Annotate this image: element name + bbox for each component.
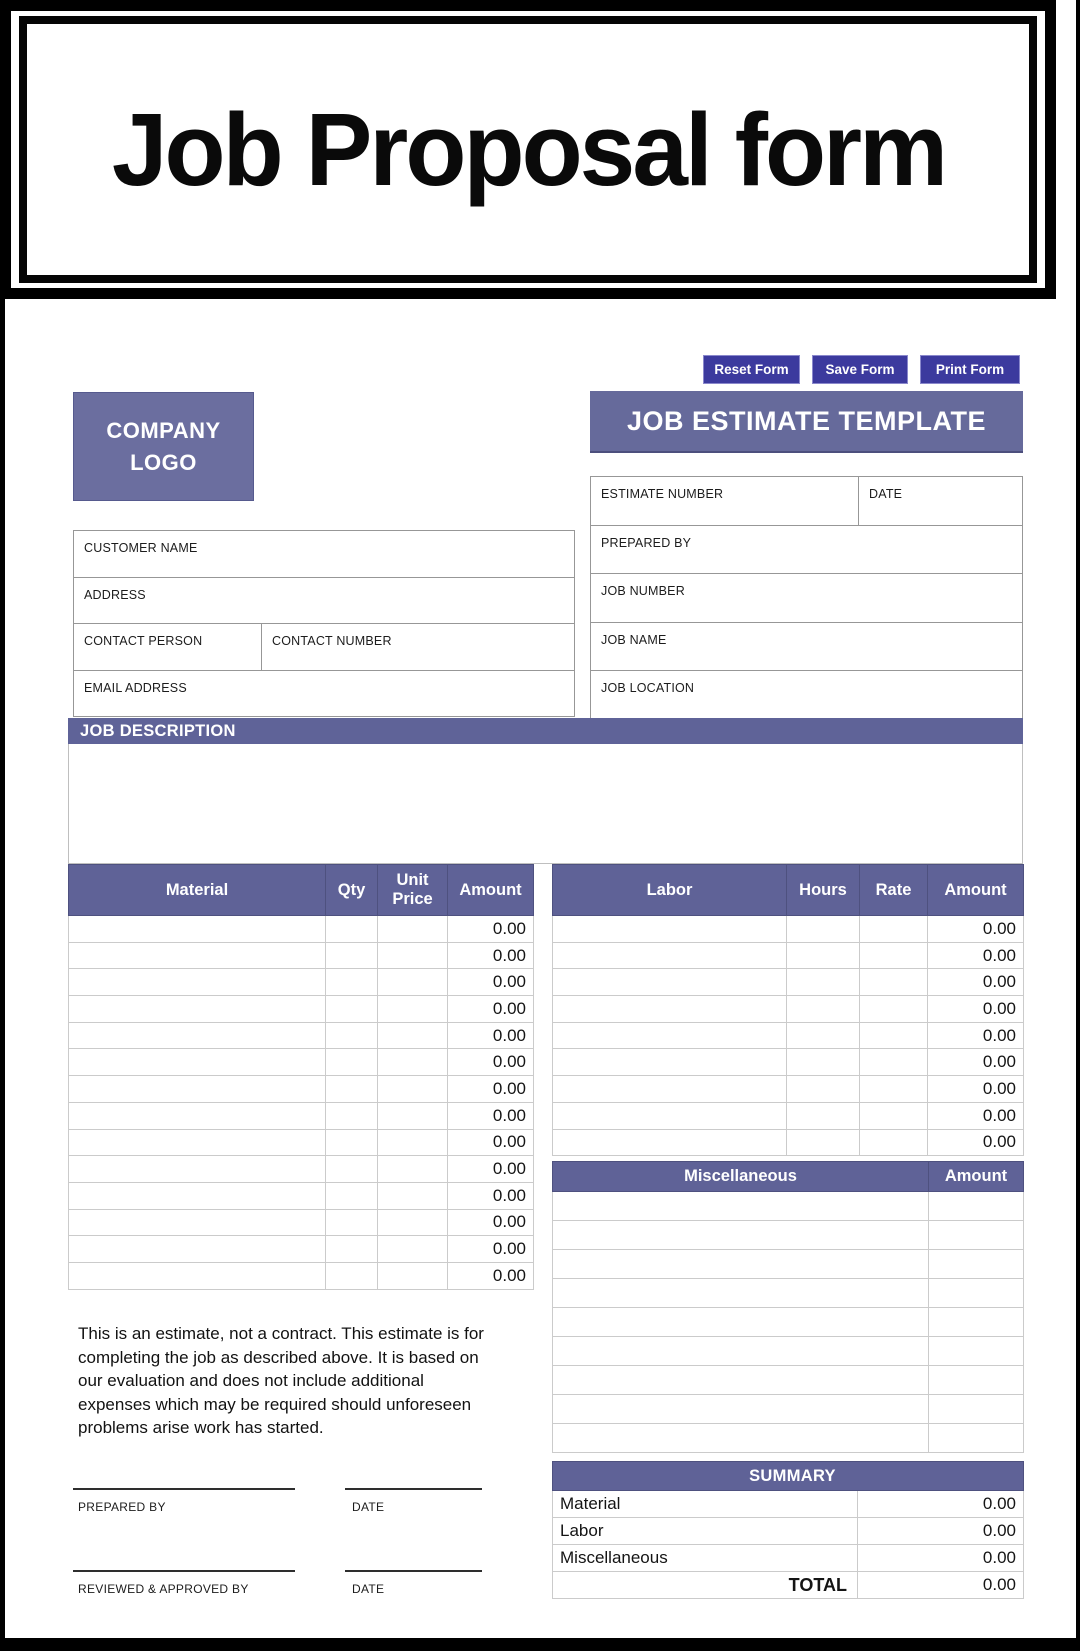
summary-header-row: [553, 1462, 1024, 1491]
misc-table-body: [553, 1192, 1024, 1453]
summary-table-container: [552, 1461, 1024, 1599]
summary-row: [553, 1545, 1024, 1572]
labor-hours-cell[interactable]: [787, 996, 860, 1023]
misc-amount-header: Amount: [929, 1162, 1024, 1192]
material-name-cell[interactable]: [69, 1209, 326, 1236]
prepared-by-field[interactable]: [591, 526, 1022, 574]
labor-rate-cell[interactable]: [860, 916, 928, 943]
summary-label: Miscellaneous: [553, 1545, 858, 1572]
labor-table: [552, 864, 1024, 1156]
labor-header: Labor: [553, 865, 787, 916]
material-unit-price-cell[interactable]: [378, 1022, 448, 1049]
misc-row: [553, 1279, 1024, 1308]
labor-amount-cell: 0.00: [928, 1102, 1024, 1129]
labor-name-cell[interactable]: [553, 1076, 787, 1103]
material-unit-price-cell[interactable]: [378, 1049, 448, 1076]
reviewed-approved-signature-label: REVIEWED & APPROVED BY: [78, 1582, 249, 1596]
contact-number-label: CONTACT NUMBER: [272, 634, 392, 648]
labor-name-cell[interactable]: [553, 996, 787, 1023]
misc-row: [553, 1337, 1024, 1366]
material-unit-price-cell[interactable]: [378, 1156, 448, 1183]
material-row: [69, 1209, 534, 1236]
material-unit-price-cell[interactable]: [378, 1076, 448, 1103]
misc-table: [552, 1161, 1024, 1453]
job-info-row: [591, 477, 1022, 526]
material-amount-cell: 0.00: [448, 1049, 534, 1076]
labor-hours-cell[interactable]: [787, 969, 860, 996]
material-unit-price-cell[interactable]: [378, 1182, 448, 1209]
reset-form-button[interactable]: Reset Form: [703, 355, 800, 384]
material-qty-cell[interactable]: [326, 1102, 378, 1129]
company-logo-line2: LOGO: [130, 449, 197, 475]
labor-row: [553, 1102, 1024, 1129]
summary-value: 0.00: [858, 1518, 1024, 1545]
misc-row: [553, 1424, 1024, 1453]
labor-amount-cell: 0.00: [928, 1076, 1024, 1103]
reviewed-approved-signature-field[interactable]: [73, 1570, 295, 1572]
labor-row: [553, 942, 1024, 969]
misc-row: [553, 1250, 1024, 1279]
labor-name-cell[interactable]: [553, 1049, 787, 1076]
material-qty-cell[interactable]: [326, 1236, 378, 1263]
material-row: [69, 1236, 534, 1263]
material-qty-cell[interactable]: [326, 1262, 378, 1289]
labor-rate-cell[interactable]: [860, 942, 928, 969]
material-table-body: [69, 916, 534, 1290]
estimate-date-label: DATE: [869, 487, 903, 501]
labor-name-cell[interactable]: [553, 969, 787, 996]
form-header-bar: [590, 391, 1023, 453]
labor-row: [553, 1076, 1024, 1103]
summary-table: [552, 1461, 1024, 1599]
summary-row: [553, 1518, 1024, 1545]
email-address-field[interactable]: [74, 671, 574, 717]
material-name-cell[interactable]: [69, 1076, 326, 1103]
material-header: Material: [69, 865, 326, 916]
material-name-cell[interactable]: [69, 1102, 326, 1129]
material-amount-cell: 0.00: [448, 969, 534, 996]
labor-amount-cell: 0.00: [928, 996, 1024, 1023]
prepared-date-label: DATE: [352, 1500, 385, 1514]
labor-name-cell[interactable]: [553, 942, 787, 969]
material-qty-cell[interactable]: [326, 942, 378, 969]
customer-name-label: CUSTOMER NAME: [84, 541, 198, 555]
labor-hours-cell[interactable]: [787, 1049, 860, 1076]
page-title: Job Proposal form: [111, 91, 945, 207]
save-form-button[interactable]: Save Form: [812, 355, 908, 384]
material-unit-price-cell[interactable]: [378, 942, 448, 969]
labor-row: [553, 1049, 1024, 1076]
misc-row: [553, 1308, 1024, 1337]
labor-amount-cell: 0.00: [928, 1022, 1024, 1049]
customer-info-row: [74, 671, 574, 717]
labor-hours-cell[interactable]: [787, 942, 860, 969]
material-amount-cell: 0.00: [448, 1022, 534, 1049]
material-unit-price-cell[interactable]: [378, 1129, 448, 1156]
labor-amount-cell: 0.00: [928, 916, 1024, 943]
print-form-button[interactable]: Print Form: [920, 355, 1020, 384]
summary-label: Material: [553, 1491, 858, 1518]
material-row: [69, 1156, 534, 1183]
job-location-field[interactable]: [591, 671, 1022, 719]
material-qty-cell[interactable]: [326, 1076, 378, 1103]
summary-title: SUMMARY: [553, 1462, 1024, 1491]
material-row: [69, 916, 534, 943]
material-name-cell[interactable]: [69, 1129, 326, 1156]
misc-row: [553, 1192, 1024, 1221]
summary-row: [553, 1572, 1024, 1599]
labor-rate-cell[interactable]: [860, 996, 928, 1023]
prepared-by-signature-field[interactable]: [73, 1488, 295, 1490]
customer-info-row: [74, 624, 574, 671]
misc-description-cell[interactable]: [553, 1337, 929, 1366]
misc-description-cell[interactable]: [553, 1250, 929, 1279]
material-name-cell[interactable]: [69, 996, 326, 1023]
misc-amount-cell[interactable]: [929, 1221, 1024, 1250]
material-row: [69, 1182, 534, 1209]
misc-amount-cell[interactable]: [929, 1250, 1024, 1279]
reviewed-date-field[interactable]: [345, 1570, 482, 1572]
material-amount-cell: 0.00: [448, 996, 534, 1023]
prepared-date-field[interactable]: [345, 1488, 482, 1490]
misc-amount-cell[interactable]: [929, 1308, 1024, 1337]
job-description-header: [68, 718, 1023, 744]
material-unit-price-cell[interactable]: [378, 969, 448, 996]
misc-description-cell[interactable]: [553, 1192, 929, 1221]
job-number-field[interactable]: [591, 574, 1022, 622]
job-name-field[interactable]: [591, 623, 1022, 671]
misc-description-cell[interactable]: [553, 1308, 929, 1337]
material-qty-cell[interactable]: [326, 996, 378, 1023]
labor-hours-cell[interactable]: [787, 1076, 860, 1103]
material-row: [69, 1102, 534, 1129]
material-unit-price-cell[interactable]: [378, 1102, 448, 1129]
material-amount-cell: 0.00: [448, 942, 534, 969]
material-name-cell[interactable]: [69, 1049, 326, 1076]
labor-rate-cell[interactable]: [860, 1076, 928, 1103]
labor-row: [553, 1129, 1024, 1156]
form-header-title: JOB ESTIMATE TEMPLATE: [626, 405, 986, 436]
material-name-cell[interactable]: [69, 1262, 326, 1289]
misc-row: [553, 1395, 1024, 1424]
labor-rate-header: Rate: [860, 865, 928, 916]
material-row: [69, 969, 534, 996]
labor-amount-cell: 0.00: [928, 1129, 1024, 1156]
estimate-disclaimer-text: This is an estimate, not a contract. This estimate is for completing the job as described above. It is based on our evaluation and does not include additional expenses which may be required should unforeseen problems arise work has started.: [78, 1324, 484, 1437]
material-name-cell[interactable]: [69, 1156, 326, 1183]
summary-value: 0.00: [858, 1545, 1024, 1572]
misc-description-cell[interactable]: [553, 1424, 929, 1453]
misc-description-cell[interactable]: [553, 1279, 929, 1308]
material-unit-price-header: Unit Price: [378, 865, 448, 916]
labor-rate-cell[interactable]: [860, 1049, 928, 1076]
misc-description-cell[interactable]: [553, 1366, 929, 1395]
labor-row: [553, 996, 1024, 1023]
summary-row: [553, 1491, 1024, 1518]
material-name-cell[interactable]: [69, 916, 326, 943]
page-border-bottom: [0, 1638, 1080, 1651]
material-name-cell[interactable]: [69, 1182, 326, 1209]
job-description-label: JOB DESCRIPTION: [80, 721, 236, 740]
material-table: [68, 864, 534, 1290]
material-name-cell[interactable]: [69, 942, 326, 969]
labor-hours-cell[interactable]: [787, 1129, 860, 1156]
material-qty-cell[interactable]: [326, 1129, 378, 1156]
misc-description-cell[interactable]: [553, 1221, 929, 1250]
material-row: [69, 942, 534, 969]
misc-amount-cell[interactable]: [929, 1337, 1024, 1366]
material-qty-cell[interactable]: [326, 1182, 378, 1209]
material-unit-price-cell[interactable]: [378, 1209, 448, 1236]
material-row: [69, 1049, 534, 1076]
material-qty-cell[interactable]: [326, 1022, 378, 1049]
material-amount-cell: 0.00: [448, 1182, 534, 1209]
material-amount-cell: 0.00: [448, 1076, 534, 1103]
title-banner: [0, 0, 1056, 299]
estimate-date-field[interactable]: [858, 477, 1022, 525]
material-row: [69, 1129, 534, 1156]
customer-info-row: [74, 578, 574, 625]
material-amount-cell: 0.00: [448, 916, 534, 943]
labor-name-cell[interactable]: [553, 1102, 787, 1129]
reviewed-date-label: DATE: [352, 1582, 385, 1596]
material-name-cell[interactable]: [69, 1236, 326, 1263]
material-name-cell[interactable]: [69, 969, 326, 996]
labor-table-body: [553, 916, 1024, 1156]
labor-rate-cell[interactable]: [860, 1022, 928, 1049]
material-header-row: [69, 865, 534, 916]
misc-header-row: [553, 1162, 1024, 1192]
contact-number-field[interactable]: [261, 624, 574, 670]
labor-table-container: [552, 864, 1024, 1156]
customer-info-row: [74, 531, 574, 578]
labor-hours-cell[interactable]: [787, 916, 860, 943]
job-info-table: [590, 476, 1023, 720]
labor-amount-cell: 0.00: [928, 969, 1024, 996]
summary-label: Labor: [553, 1518, 858, 1545]
misc-amount-cell[interactable]: [929, 1192, 1024, 1221]
labor-name-cell[interactable]: [553, 916, 787, 943]
material-amount-cell: 0.00: [448, 1209, 534, 1236]
labor-row: [553, 1022, 1024, 1049]
estimate-number-label: ESTIMATE NUMBER: [601, 487, 724, 501]
misc-description-cell[interactable]: [553, 1395, 929, 1424]
job-info-row: [591, 526, 1022, 575]
summary-label: TOTAL: [553, 1572, 858, 1599]
summary-value: 0.00: [858, 1572, 1024, 1599]
labor-name-cell[interactable]: [553, 1129, 787, 1156]
labor-name-cell[interactable]: [553, 1022, 787, 1049]
material-qty-cell[interactable]: [326, 1049, 378, 1076]
material-qty-cell[interactable]: [326, 1209, 378, 1236]
labor-rate-cell[interactable]: [860, 969, 928, 996]
material-row: [69, 996, 534, 1023]
material-qty-cell[interactable]: [326, 969, 378, 996]
misc-table-container: [552, 1161, 1024, 1453]
job-description-input-area[interactable]: [68, 744, 1023, 864]
address-field[interactable]: [74, 578, 574, 624]
prepared-by-label: PREPARED BY: [601, 535, 692, 550]
labor-amount-cell: 0.00: [928, 942, 1024, 969]
labor-hours-cell[interactable]: [787, 1022, 860, 1049]
material-amount-cell: 0.00: [448, 1262, 534, 1289]
misc-amount-cell[interactable]: [929, 1395, 1024, 1424]
labor-rate-cell[interactable]: [860, 1129, 928, 1156]
material-row: [69, 1262, 534, 1289]
material-table-container: [68, 864, 534, 1290]
material-amount-cell: 0.00: [448, 1156, 534, 1183]
estimate-number-field[interactable]: [591, 477, 858, 525]
prepared-by-signature-label: PREPARED BY: [78, 1500, 166, 1514]
labor-amount-header: Amount: [928, 865, 1024, 916]
material-row: [69, 1022, 534, 1049]
address-label: ADDRESS: [84, 587, 146, 602]
labor-amount-cell: 0.00: [928, 1049, 1024, 1076]
company-logo: [73, 392, 254, 501]
job-info-row: [591, 671, 1022, 719]
material-amount-header: Amount: [448, 865, 534, 916]
misc-row: [553, 1221, 1024, 1250]
labor-hours-header: Hours: [787, 865, 860, 916]
title-banner-inner-border: [19, 16, 1037, 283]
misc-header: Miscellaneous: [553, 1162, 929, 1192]
material-unit-price-cell[interactable]: [378, 1262, 448, 1289]
material-amount-cell: 0.00: [448, 1102, 534, 1129]
material-qty-cell[interactable]: [326, 1156, 378, 1183]
material-row: [69, 1076, 534, 1103]
material-qty-header: Qty: [326, 865, 378, 916]
job-info-row: [591, 574, 1022, 623]
material-unit-price-cell[interactable]: [378, 916, 448, 943]
misc-amount-cell[interactable]: [929, 1424, 1024, 1453]
job-number-label: JOB NUMBER: [601, 584, 685, 599]
material-qty-cell[interactable]: [326, 916, 378, 943]
labor-hours-cell[interactable]: [787, 1102, 860, 1129]
email-address-label: EMAIL ADDRESS: [84, 680, 187, 695]
customer-info-table: [73, 530, 575, 717]
labor-row: [553, 916, 1024, 943]
job-name-label: JOB NAME: [601, 632, 667, 647]
labor-row: [553, 969, 1024, 996]
labor-rate-cell[interactable]: [860, 1102, 928, 1129]
material-amount-cell: 0.00: [448, 1129, 534, 1156]
misc-amount-cell[interactable]: [929, 1366, 1024, 1395]
misc-row: [553, 1366, 1024, 1395]
customer-name-field[interactable]: [74, 531, 574, 577]
job-info-row: [591, 623, 1022, 672]
company-logo-line1: COMPANY: [106, 417, 221, 443]
misc-amount-cell[interactable]: [929, 1279, 1024, 1308]
summary-value: 0.00: [858, 1491, 1024, 1518]
contact-person-label: CONTACT PERSON: [84, 634, 203, 648]
material-unit-price-cell[interactable]: [378, 996, 448, 1023]
page-border-right: [1076, 0, 1080, 1651]
labor-header-row: [553, 865, 1024, 916]
summary-table-body: [553, 1491, 1024, 1599]
material-name-cell[interactable]: [69, 1022, 326, 1049]
job-location-label: JOB LOCATION: [601, 681, 695, 696]
material-amount-cell: 0.00: [448, 1236, 534, 1263]
contact-person-field[interactable]: [74, 624, 261, 670]
material-unit-price-cell[interactable]: [378, 1236, 448, 1263]
